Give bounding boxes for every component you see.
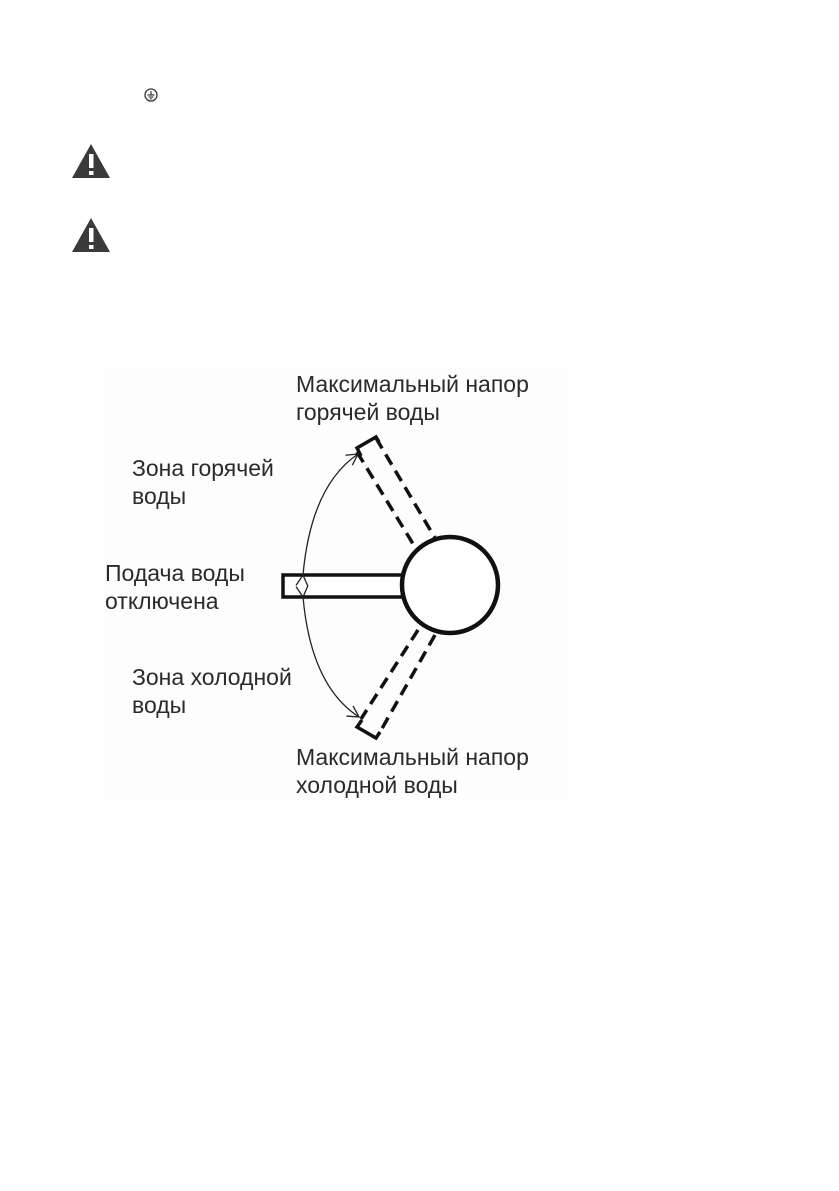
earth-ground-icon: [143, 87, 159, 103]
faucet-lever-diagram: [105, 368, 568, 800]
max-cold-label-line2: холодной воды: [296, 772, 458, 798]
cold-zone-arc: [303, 597, 359, 717]
water-off-label-line2: отключена: [105, 588, 219, 614]
cold-max-handle: [357, 630, 435, 738]
warning-triangle-icon: [70, 142, 112, 180]
cold-zone-label-line2: воды: [132, 692, 187, 718]
faucet-body: [402, 537, 498, 633]
hot-zone-label-line2: воды: [132, 483, 187, 509]
warning-triangle-icon: [70, 216, 112, 254]
off-handle: [283, 575, 403, 597]
hot-zone-label-line1: Зона горячей: [132, 455, 274, 481]
max-cold-label-line1: Максимальный напор: [296, 744, 529, 770]
cold-zone-label-line1: Зона холодной: [132, 664, 292, 690]
max-hot-label-line1: Максимальный напор: [296, 371, 529, 397]
hot-max-handle: [357, 437, 435, 552]
water-off-label-line1: Подача воды: [105, 560, 245, 586]
hot-zone-arc: [303, 454, 358, 575]
max-hot-label-line2: горячей воды: [296, 399, 440, 425]
